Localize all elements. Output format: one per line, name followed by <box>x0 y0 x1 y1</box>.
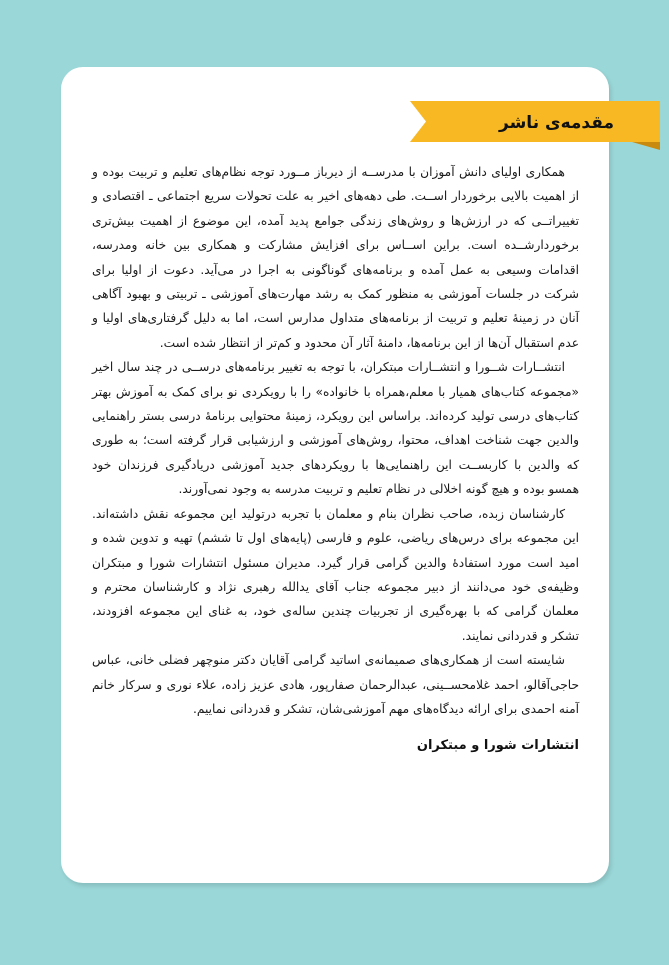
publisher-signature: انتشارات شورا و مبتکران <box>416 738 579 753</box>
page-title: مقدمه‌ی ناشر <box>499 113 614 133</box>
paragraph-4: شایسته است از همکاری‌های صمیمانه‌ی اساتید گرامی آقایان دکتر منوچهر فضلی خانی، عباس حاجی‌آقالو، احمد غلامحســینی، عبدالرحمان صفارپور، هادی عزیز زاده، علاء نوری و سرکار خانم آمنه احمدی برای ارائه دیدگاه‌های مهم آموزشی‌شان، تشکر و قدردانی نماییم. <box>92 653 579 716</box>
paragraph-2: انتشــارات شــورا و انتشــارات مبتکران، با توجه به تغییر برنامه‌های درســی در چند سال اخیر «مجموعه کتاب‌های همیار با معلم،همراه با خانواده» را با رویکردی نو برای کمک به آموزش بهتر کتاب‌های درسی تولید کرده‌اند. براساس این رویکرد، زمینهٔ محتوایی برنامهٔ درسی بستر راهنمایی والدین جهت شناخت اهداف، محتوا، روش‌های آموزشی و ارزشیابی قرار گرفته است؛ به طوری که والدین با کاربســت این راهنمایی‌ها با رویکردهای جدید آموزشی دریادگیری فرزندان خود همسو بوده و هیچ گونه اخلالی در نظام تعلیم و تربیت مدرسه به وجود نمی‌آورند. <box>92 360 579 497</box>
body-text <box>92 160 579 721</box>
paragraph-3: کارشناسان زبده، صاحب نظران بنام و معلمان با تجربه درتولید این مجموعه نقش داشته‌اند. این مجموعه برای درس‌های ریاضی، علوم و فارسی (پایه‌های اول تا ششم) تهیه و تدوین شده و امید است مورد استفادهٔ والدین گرامی قرار گیرد. مدیران مسئول انتشارات شورا و مبتکران وظیفه‌ی خود می‌دانند از دبیر مجموعه جناب آقای یدالله رهبری نژاد و کارشناسان محترم و معلمان گرامی که با بهره‌گیری از تجربیات چندین ساله‌ی خود، به غنای این مجموعه افزودند، تشکر و قدردانی نمایند. <box>92 506 579 643</box>
paragraph-1: همکاری اولیای دانش آموزان با مدرســه از دیرباز مــورد توجه نظام‌های تعلیم و تربیت بوده و از اهمیت بالایی برخوردار اســت. طی دهه‌های اخیر به علت تحولات سریع اجتماعی ـ اقتصادی و تغییراتــی که در ارزش‌ها و روش‌های زندگی جوامع پدید آمده، این موضوع از اهمیت بیش‌تری برخوردارشــده است. براین اســاس برای افزایش مشارکت و همکاری بین خانه ومدرسه، اقدامات وسیعی به عمل آمده و برنامه‌های گوناگونی به اجرا در می‌آید. دعوت از اولیا برای شرکت در جلسات آموزشی به منظور کمک به رشد مهارت‌های آموزشی ـ تربیتی و بهبود آگاهی آنان در زمینهٔ تعلیم و تربیت از برنامه‌های متداول مدارس است، اما به دلیل گرفتاری‌های اولیا و عدم استقبال آن‌ها از این برنامه‌ها، دامنهٔ آثار آن محدود و کم‌تر از انتظار شده است. <box>92 165 579 350</box>
